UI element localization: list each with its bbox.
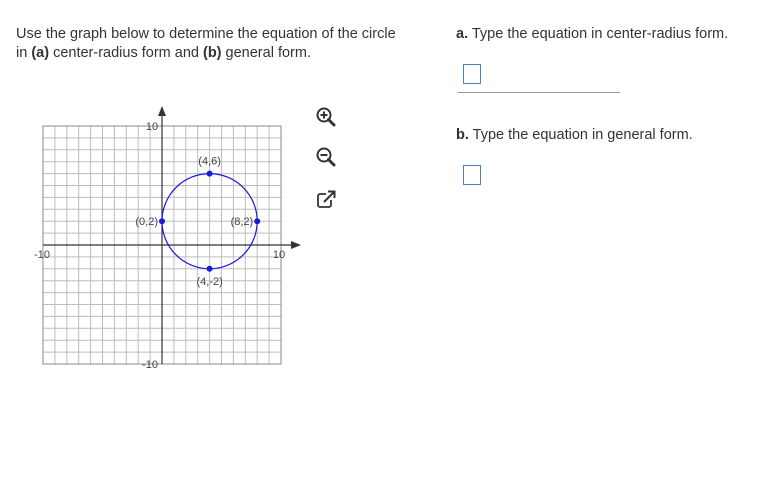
y-tick-label-neg: -10 (142, 359, 158, 371)
question-b-label: (b) (203, 45, 222, 61)
popout-icon[interactable] (312, 186, 340, 214)
point-marker (207, 171, 213, 177)
question-part2: center-radius form and (49, 45, 203, 61)
x-tick-label-pos: 10 (272, 249, 286, 261)
prompt-b-text: Type the equation in general form. (468, 127, 693, 143)
zoom-out-icon[interactable] (312, 144, 340, 172)
question-part1: Use the graph below to determine the equation of the circle in (16, 26, 396, 61)
point-label: (4,6) (198, 155, 221, 168)
clipped-hint-line (456, 91, 626, 94)
question-a-label: (a) (31, 45, 50, 61)
answer-a-input[interactable] (463, 64, 481, 84)
coordinate-graph (30, 100, 310, 385)
x-axis-arrow (291, 241, 301, 249)
y-tick-label-pos: 10 (145, 121, 159, 133)
prompt-b (456, 126, 693, 145)
answer-b-input[interactable] (463, 165, 481, 185)
prompt-b-prefix: b. (456, 127, 469, 143)
y-axis-arrow (158, 106, 166, 116)
prompt-a-text: Type the equation in center-radius form. (468, 26, 729, 42)
point-label: (0,2) (135, 216, 158, 229)
prompt-a-prefix: a. (456, 26, 469, 42)
x-tick-label-neg: -10 (34, 249, 50, 261)
point-label: (4,-2) (196, 275, 223, 288)
point-label: (8,2) (230, 216, 254, 229)
prompt-a (456, 25, 728, 44)
question-text (16, 25, 396, 63)
question-part3: general form. (221, 45, 311, 61)
point-marker (207, 266, 213, 272)
point-marker (254, 218, 260, 224)
point-marker (159, 218, 165, 224)
zoom-in-icon[interactable] (312, 104, 340, 132)
